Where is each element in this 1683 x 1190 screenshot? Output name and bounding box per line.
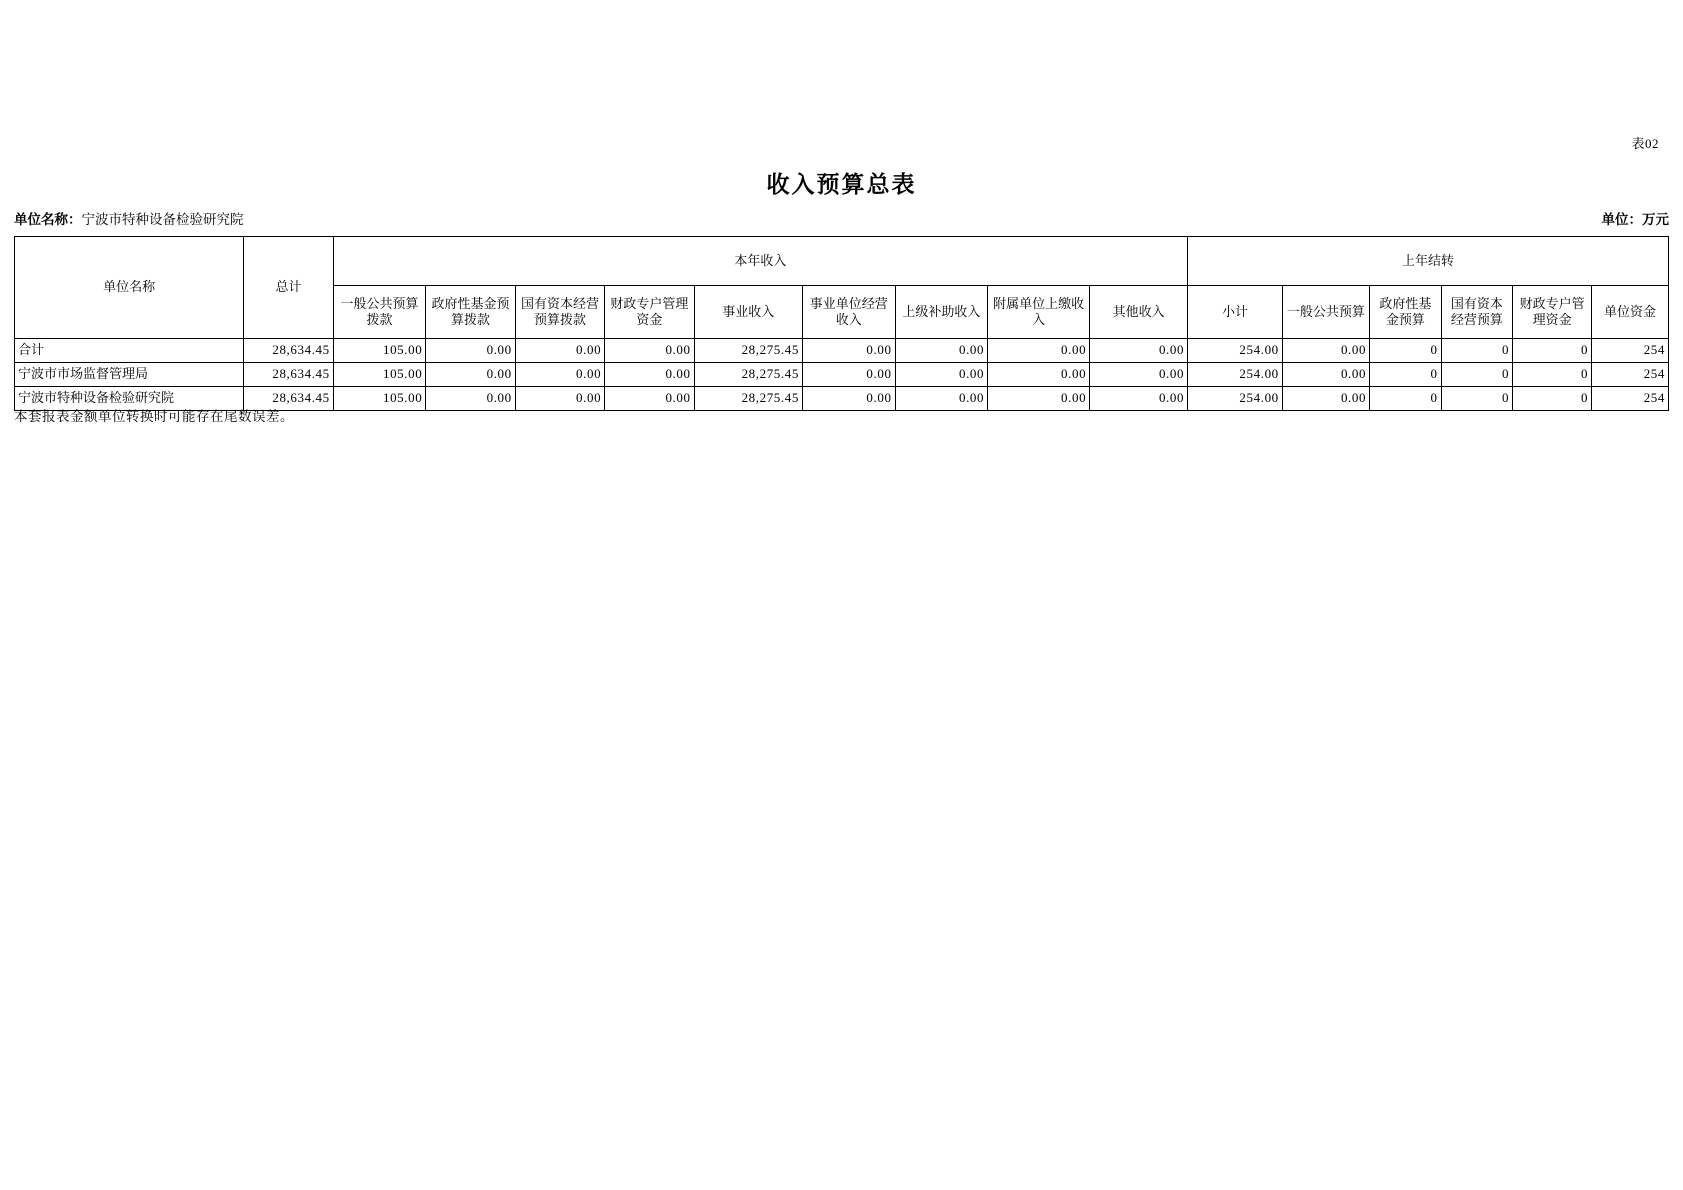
row-value: 28,275.45 bbox=[694, 387, 802, 411]
row-value: 105.00 bbox=[333, 339, 426, 363]
header-fiscal-special-account-funds: 财政专户管理资金 bbox=[605, 286, 694, 339]
table-row bbox=[15, 339, 1669, 363]
header-carryover-group: 上年结转 bbox=[1188, 237, 1669, 286]
table-header-row-1 bbox=[15, 237, 1669, 286]
header-institutional-income: 事业收入 bbox=[694, 286, 802, 339]
unit-name-label: 单位名称： bbox=[14, 212, 82, 227]
row-value: 0.00 bbox=[802, 387, 895, 411]
unit-name-value: 宁波市特种设备检验研究院 bbox=[81, 212, 244, 227]
row-carryover-value: 0 bbox=[1513, 363, 1592, 387]
row-carryover-value: 254.00 bbox=[1188, 363, 1283, 387]
row-value: 0.00 bbox=[605, 363, 694, 387]
row-carryover-value: 0 bbox=[1441, 387, 1513, 411]
footnote: 本套报表金额单位转换时可能存在尾数误差。 bbox=[14, 409, 294, 424]
meta-row bbox=[14, 208, 1669, 228]
header-superior-subsidy-income: 上级补助收入 bbox=[895, 286, 988, 339]
row-value: 0.00 bbox=[1090, 387, 1188, 411]
unit-name-meta bbox=[14, 208, 244, 228]
row-carryover-value: 254.00 bbox=[1188, 339, 1283, 363]
row-value: 0.00 bbox=[426, 339, 515, 363]
row-unit-name: 宁波市特种设备检验研究院 bbox=[15, 387, 244, 411]
budget-table bbox=[14, 236, 1669, 411]
row-value: 0.00 bbox=[605, 387, 694, 411]
sheet-code: 表02 bbox=[1631, 136, 1659, 151]
row-value: 0.00 bbox=[426, 363, 515, 387]
page-title: 收入预算总表 bbox=[766, 172, 917, 197]
header-govt-fund-budget-appropriation: 政府性基金预算拨款 bbox=[426, 286, 515, 339]
row-value: 0.00 bbox=[895, 339, 988, 363]
row-value: 0.00 bbox=[988, 339, 1090, 363]
row-total: 28,634.45 bbox=[244, 363, 333, 387]
row-value: 0.00 bbox=[988, 363, 1090, 387]
header-state-capital-operating-budget-appropriation: 国有资本经营预算拨款 bbox=[515, 286, 604, 339]
row-value: 0.00 bbox=[895, 363, 988, 387]
row-value: 0.00 bbox=[515, 387, 604, 411]
row-value: 0.00 bbox=[802, 363, 895, 387]
row-carryover-value: 0.00 bbox=[1282, 339, 1369, 363]
row-carryover-value: 0 bbox=[1513, 339, 1592, 363]
row-carryover-value: 0 bbox=[1441, 339, 1513, 363]
row-unit-name: 合计 bbox=[15, 339, 244, 363]
row-carryover-value: 0 bbox=[1441, 363, 1513, 387]
row-value: 0.00 bbox=[426, 387, 515, 411]
row-value: 0.00 bbox=[895, 387, 988, 411]
table-row bbox=[15, 363, 1669, 387]
row-value: 0.00 bbox=[1090, 339, 1188, 363]
header-total: 总计 bbox=[244, 237, 333, 339]
row-carryover-value: 254.00 bbox=[1188, 387, 1283, 411]
header-subordinate-unit-remittance-income: 附属单位上缴收入 bbox=[988, 286, 1090, 339]
row-value: 0.00 bbox=[1090, 363, 1188, 387]
row-carryover-value: 0.00 bbox=[1282, 387, 1369, 411]
row-total: 28,634.45 bbox=[244, 339, 333, 363]
row-carryover-value: 0 bbox=[1370, 339, 1442, 363]
header-carryover-fiscal-special-account-funds: 财政专户管理资金 bbox=[1513, 286, 1592, 339]
amount-unit-label: 单位：万元 bbox=[1601, 212, 1669, 227]
row-unit-name: 宁波市市场监督管理局 bbox=[15, 363, 244, 387]
header-institutional-operating-income: 事业单位经营收入 bbox=[802, 286, 895, 339]
row-carryover-value: 254 bbox=[1592, 363, 1669, 387]
row-value: 0.00 bbox=[802, 339, 895, 363]
header-carryover-unit-funds: 单位资金 bbox=[1592, 286, 1669, 339]
header-carryover-subtotal: 小计 bbox=[1188, 286, 1283, 339]
row-value: 28,275.45 bbox=[694, 363, 802, 387]
row-value: 105.00 bbox=[333, 363, 426, 387]
header-carryover-general-public-budget: 一般公共预算 bbox=[1282, 286, 1369, 339]
row-value: 0.00 bbox=[988, 387, 1090, 411]
row-carryover-value: 254 bbox=[1592, 387, 1669, 411]
row-total: 28,634.45 bbox=[244, 387, 333, 411]
header-general-public-budget-appropriation: 一般公共预算拨款 bbox=[333, 286, 426, 339]
row-value: 28,275.45 bbox=[694, 339, 802, 363]
row-carryover-value: 0 bbox=[1370, 387, 1442, 411]
row-carryover-value: 0 bbox=[1513, 387, 1592, 411]
row-carryover-value: 0.00 bbox=[1282, 363, 1369, 387]
row-value: 0.00 bbox=[515, 363, 604, 387]
row-carryover-value: 0 bbox=[1370, 363, 1442, 387]
header-current-year-group: 本年收入 bbox=[333, 237, 1187, 286]
row-carryover-value: 254 bbox=[1592, 339, 1669, 363]
row-value: 105.00 bbox=[333, 387, 426, 411]
row-value: 0.00 bbox=[605, 339, 694, 363]
row-value: 0.00 bbox=[515, 339, 604, 363]
header-other-income: 其他收入 bbox=[1090, 286, 1188, 339]
header-carryover-govt-fund-budget: 政府性基金预算 bbox=[1370, 286, 1442, 339]
header-unit-name: 单位名称 bbox=[15, 237, 244, 339]
header-carryover-state-capital-operating-budget: 国有资本经营预算 bbox=[1441, 286, 1513, 339]
